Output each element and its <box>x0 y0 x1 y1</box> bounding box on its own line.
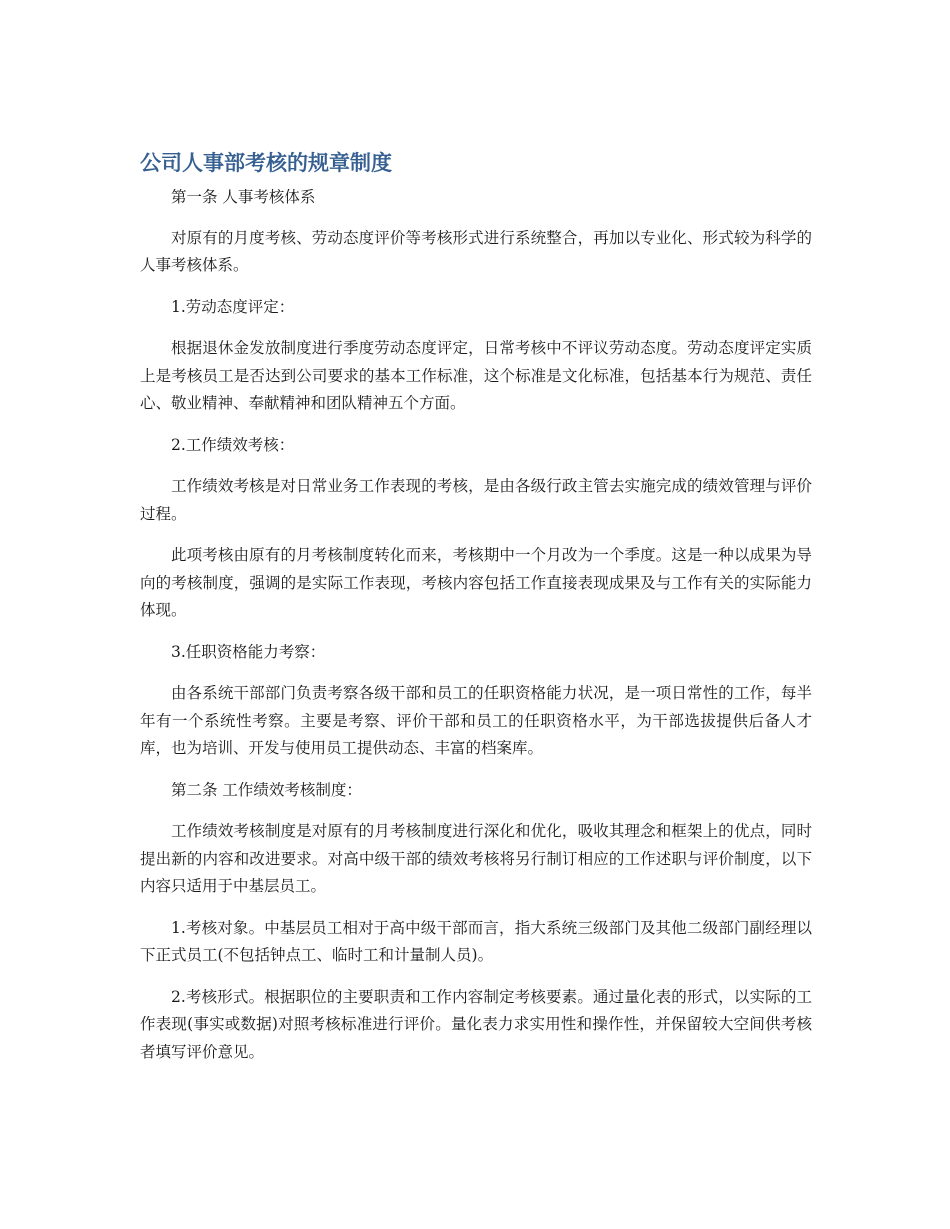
paragraph-system-intro: 对原有的月度考核、劳动态度评价等考核形式进行系统整合，再加以专业化、形式较为科学的人事考核体系。 <box>140 228 812 274</box>
paragraph-qualification: 由各系统干部部门负责考察各级干部和员工的任职资格能力状况，是一项日常性的工作，每半年有一个系统性考察。主要是考察、评价干部和员工的任职资格水平，为干部选拔提供后备人才库，也为培训、开发与使用员工提供动态、丰富的档案库。 <box>140 684 812 757</box>
paragraph-attitude: 根据退休金发放制度进行季度劳动态度评定，日常考核中不评议劳动态度。劳动态度评定实质上是考核员工是否达到公司要求的基本工作标准，这个标准是文化标准，包括基本行为规范、责任心、敬业精神、奉献精神和团队精神五个方面。 <box>140 339 812 412</box>
section-heading-attitude: 1.劳动态度评定： <box>171 297 295 316</box>
article-2-heading: 第二条 工作绩效考核制度： <box>171 780 362 799</box>
paragraph-performance-definition: 工作绩效考核是对日常业务工作表现的考核，是由各级行政主管去实施完成的绩效管理与评价过程。 <box>140 477 812 523</box>
paragraph-assessment-form: 2.考核形式。根据职位的主要职责和工作内容制定考核要素。通过量化表的形式，以实际的工作表现(事实或数据)对照考核标准进行评价。量化表力求实用性和操作性，并保留较大空间供考核者填写评价意见。 <box>140 987 812 1061</box>
paragraph-performance-system: 工作绩效考核制度是对原有的月考核制度进行深化和优化，吸收其理念和框架上的优点，同时提出新的内容和改进要求。对高中级干部的绩效考核将另行制订相应的工作述职与评价制度，以下内容只适用于中基层员工。 <box>140 822 812 895</box>
section-heading-qualification: 3.任职资格能力考察： <box>171 642 326 661</box>
document-title: 公司人事部考核的规章制度 <box>140 151 392 175</box>
paragraph-assessment-target: 1.考核对象。中基层员工相对于高中级干部而言，指大系统三级部门及其他二级部门副经理以下正式员工(不包括钟点工、临时工和计量制人员)。 <box>140 918 812 964</box>
section-heading-performance: 2.工作绩效考核： <box>171 435 295 454</box>
paragraph-performance-detail: 此项考核由原有的月考核制度转化而来，考核期中一个月改为一个季度。这是一种以成果为导向的考核制度，强调的是实际工作表现，考核内容包括工作直接表现成果及与工作有关的实际能力体现。 <box>140 546 812 619</box>
article-1-heading: 第一条 人事考核体系 <box>171 188 316 206</box>
document-body <box>140 146 812 1080</box>
